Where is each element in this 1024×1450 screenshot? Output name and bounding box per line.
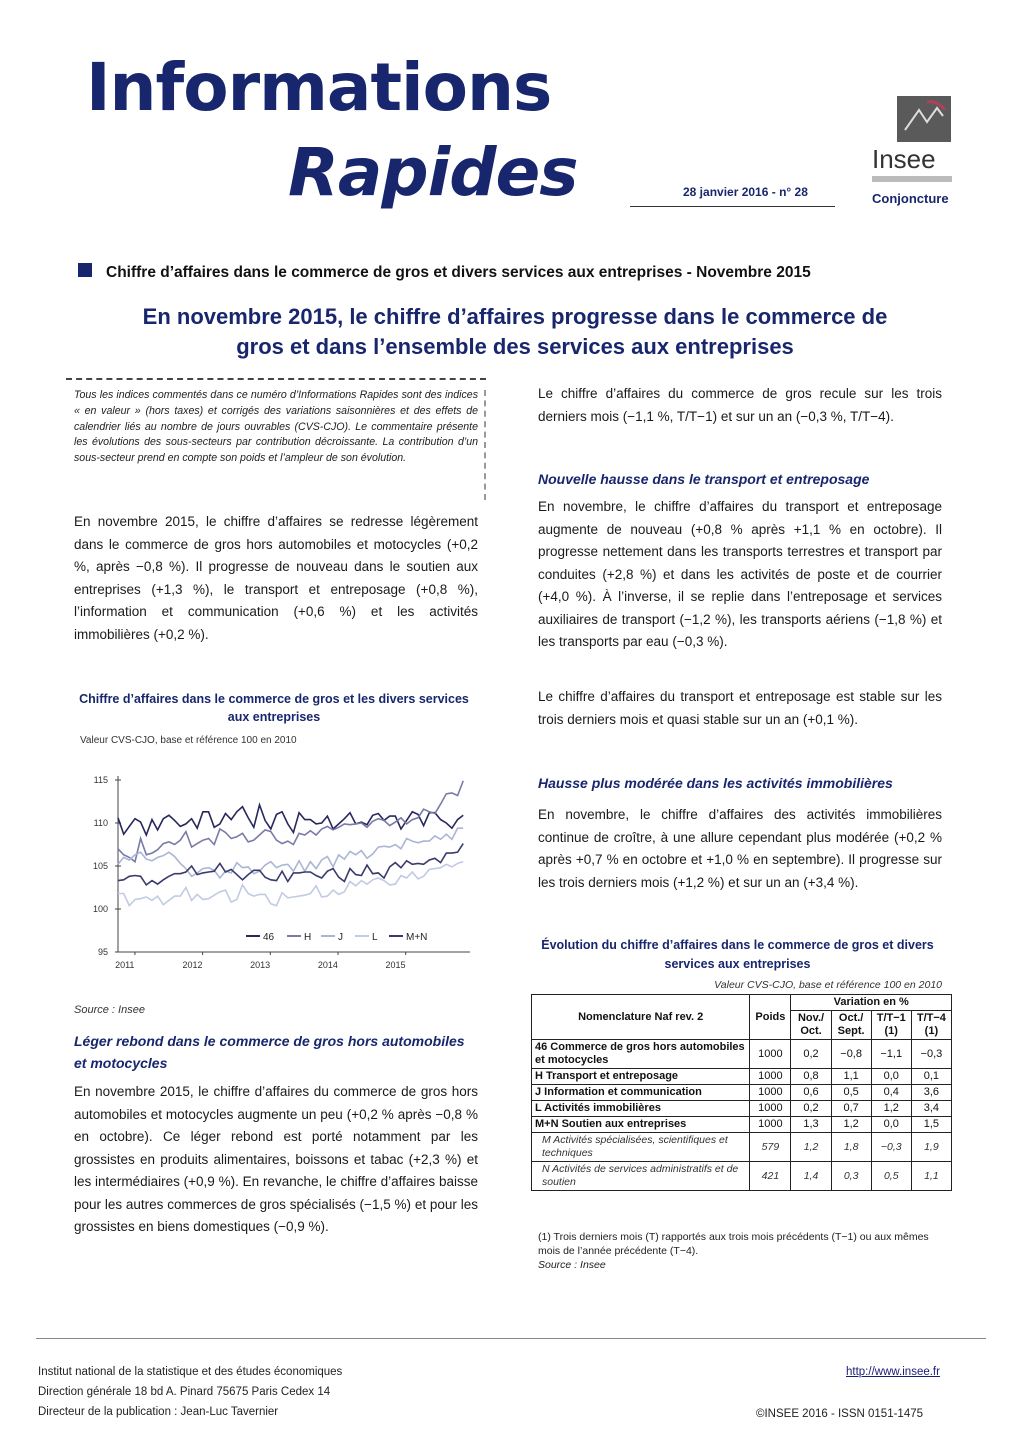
row-nov: 1,2 (791, 1133, 831, 1162)
row-label: M Activités spécialisées, scientifiques et techniques (532, 1133, 750, 1162)
row-tt4: 3,6 (911, 1085, 951, 1101)
legend-label: H (304, 932, 312, 943)
row-nov: 0,2 (791, 1040, 831, 1069)
row-tt4: 1,1 (911, 1162, 951, 1191)
table-row (532, 1117, 952, 1133)
row-label: M+N Soutien aux entreprises (532, 1117, 750, 1133)
logo-bar (872, 176, 952, 182)
table-footnote: (1) Trois derniers mois (T) rapportés aux trois mois précédents (T−1) ou aux mêmes mois de l’année précédente (T−4). (538, 1231, 929, 1257)
row-tt1: −0,3 (871, 1133, 911, 1162)
row-poids: 421 (750, 1162, 791, 1191)
y-tick-label: 100 (92, 904, 108, 914)
row-label: L Activités immobilières (532, 1101, 750, 1117)
headline-line-2: gros et dans l’ensemble des services aux entreprises (236, 334, 794, 359)
y-tick-label: 110 (93, 818, 108, 828)
row-nov: 0,2 (791, 1101, 831, 1117)
x-tick-label: 2015 (385, 960, 406, 970)
table-row (532, 1085, 952, 1101)
insee-logo-icon (897, 96, 951, 142)
table-row (532, 1040, 952, 1069)
right-section-title-2: Hausse plus modérée dans les activités immobilières (538, 775, 893, 791)
table-title: Évolution du chiffre d’affaires dans le commerce de gros et divers services aux entreprises (541, 938, 934, 971)
row-label: H Transport et entreposage (532, 1069, 750, 1085)
legend-label: L (372, 932, 378, 943)
row-tt4: 1,5 (911, 1117, 951, 1133)
masthead-title-line1: Informations (86, 49, 552, 126)
footer-director: Directeur de la publication : Jean-Luc Tavernier (38, 1406, 279, 1418)
table-row (532, 1101, 952, 1117)
masthead-rule (630, 206, 835, 207)
row-tt4: 3,4 (911, 1101, 951, 1117)
row-tt1: −1,1 (871, 1040, 911, 1069)
table-header-nov: Nov./ Oct. (791, 1011, 831, 1040)
table-note (538, 1230, 938, 1272)
bullet-square-icon (78, 263, 92, 277)
row-nov: 0,8 (791, 1069, 831, 1085)
footer-rule (36, 1338, 986, 1339)
intro-note: Tous les indices commentés dans ce numéro d’Informations Rapides sont des indices « en valeur » (hors taxes) et corrigés des variations saisonnières et des effets de calendrier liés au nombre de jours ouvrables (CVS-CJO). Le commentaire présente les évolutions des sous-secteurs par contribution décroissante. La contribution d’un sous-secteur prend en compte son poids et l’ampleur de son évolution. (74, 389, 478, 465)
chart-subtitle: Valeur CVS-CJO, base et référence 100 en 2010 (80, 735, 297, 746)
left-para-2: En novembre 2015, le chiffre d’affaires du commerce de gros hors automobiles et motocycles augmente un peu (+0,2 % après −0,8 % en octobre). Ce léger rebond est porté notamment par les grossistes en produits alimentaires, boissons et tabac (+2,3 %) et les intermédiaires (+0,9 %). En revanche, le chiffre d’affaires baisse pour les autres commerces de gros spécialisés (−1,5 %) et pour les grossistes en biens domestiques (−0,9 %). (74, 1084, 478, 1234)
table-header-variation: Variation en % (791, 995, 952, 1011)
row-nov: 1,3 (791, 1117, 831, 1133)
row-tt1: 1,2 (871, 1101, 911, 1117)
row-poids: 579 (750, 1133, 791, 1162)
logo-name: Insee (872, 144, 936, 174)
row-tt4: −0,3 (911, 1040, 951, 1069)
line-chart (78, 760, 482, 980)
footer-institution: Institut national de la statistique et des études économiques (38, 1366, 343, 1378)
supertitle: Chiffre d’affaires dans le commerce de gros et divers services aux entreprises - Novembre 2015 (106, 264, 811, 281)
y-tick-label: 105 (92, 861, 108, 871)
table-header-tt4: T/T−4 (1) (911, 1011, 951, 1040)
row-nov: 0,6 (791, 1085, 831, 1101)
footer-copyright: ©INSEE 2016 - ISSN 0151-1475 (756, 1408, 924, 1420)
right-para-4: En novembre, le chiffre d’affaires des activités immobilières continue de croître, à une allure cependant plus modérée (+0,2 % après +0,7 % en octobre et +1,0 % en septembre). Il progresse sur les trois derniers mois (+1,2 %) et sur un an (+3,4 %). (538, 807, 942, 890)
right-section-title-1: Nouvelle hausse dans le transport et entreposage (538, 471, 870, 487)
y-tick-label: 95 (97, 947, 108, 957)
table-header-tt1: T/T−1 (1) (871, 1011, 911, 1040)
left-para-1: En novembre 2015, le chiffre d’affaires se redresse légèrement dans le commerce de gros hors automobiles et motocycles (+0,2 %, après −0,8 %). Il progresse de nouveau dans le soutien aux entreprises (+1,3 %), le transport et entreposage (+0,8 %), l’information et communication (+0,6 %) et les activités immobilières (+0,2 %). (74, 514, 478, 642)
chart-source: Source : Insee (74, 1004, 145, 1016)
row-oct: 1,2 (831, 1117, 871, 1133)
logo-subtitle: Conjoncture (872, 191, 949, 206)
headline (70, 302, 960, 362)
row-poids: 1000 (750, 1040, 791, 1069)
row-poids: 1000 (750, 1117, 791, 1133)
series-line-h (118, 781, 463, 862)
row-oct: 1,1 (831, 1069, 871, 1085)
row-tt1: 0,0 (871, 1069, 911, 1085)
footer-website-link[interactable]: http://www.insee.fr (846, 1366, 940, 1378)
table-source: Source : Insee (538, 1259, 606, 1271)
right-para-3: Le chiffre d’affaires du transport et entreposage est stable sur les trois derniers mois et quasi stable sur un an (+0,1 %). (538, 689, 942, 727)
data-table (531, 994, 952, 1191)
footer-address: Direction générale 18 bd A. Pinard 75675 Paris Cedex 14 (38, 1386, 331, 1398)
legend-label: 46 (263, 932, 275, 943)
row-tt1: 0,0 (871, 1117, 911, 1133)
table-header-nomenclature: Nomenclature Naf rev. 2 (532, 995, 750, 1040)
left-section-title: Léger rebond dans le commerce de gros hors automobiles et motocycles (74, 1033, 465, 1071)
x-tick-label: 2013 (250, 960, 271, 970)
row-oct: 0,5 (831, 1085, 871, 1101)
masthead-title-line2: Rapides (288, 134, 578, 211)
row-tt4: 1,9 (911, 1133, 951, 1162)
row-tt4: 0,1 (911, 1069, 951, 1085)
row-poids: 1000 (750, 1101, 791, 1117)
y-tick-label: 115 (93, 775, 108, 785)
right-para-2: En novembre, le chiffre d’affaires du transport et entreposage augmente de nouveau (+0,8 % après +1,1 % en octobre). Il progresse nettement dans les transports terrestres et transport par conduites (+2,8 %) et dans les activités de poste et de courrier (+4,0 %). À l’inverse, il se replie dans l’entreposage et services auxiliaires de transport (−1,2 %), les transports aériens (−1,8 %) et les transports par eau (−0,3 %). (538, 499, 942, 649)
table-header-oct: Oct./ Sept. (831, 1011, 871, 1040)
series-line-j (118, 828, 463, 878)
row-tt1: 0,4 (871, 1085, 911, 1101)
row-nov: 1,4 (791, 1162, 831, 1191)
x-tick-label: 2012 (182, 960, 203, 970)
table-row (532, 1162, 952, 1191)
table-row (532, 1069, 952, 1085)
row-poids: 1000 (750, 1069, 791, 1085)
issue-date: 28 janvier 2016 - n° 28 (683, 185, 808, 199)
intro-top-border (66, 378, 486, 380)
row-label: 46 Commerce de gros hors automobiles et motocycles (532, 1040, 750, 1069)
table-header-poids: Poids (750, 995, 791, 1040)
row-oct: 0,7 (831, 1101, 871, 1117)
row-oct: −0,8 (831, 1040, 871, 1069)
table-row (532, 1133, 952, 1162)
x-tick-label: 2014 (317, 960, 338, 970)
row-label: N Activités de services administratifs et de soutien (532, 1162, 750, 1191)
row-tt1: 0,5 (871, 1162, 911, 1191)
headline-line-1: En novembre 2015, le chiffre d’affaires progresse dans le commerce de (142, 304, 888, 329)
x-tick-label: 2011 (115, 960, 135, 970)
table-subtitle: Valeur CVS-CJO, base et référence 100 en 2010 (714, 979, 942, 991)
row-label: J Information et communication (532, 1085, 750, 1101)
series-line-mplusn (118, 844, 463, 885)
legend-label: J (338, 932, 343, 943)
chart-title: Chiffre d’affaires dans le commerce de gros et les divers services aux entreprises (79, 692, 469, 724)
row-poids: 1000 (750, 1085, 791, 1101)
legend-label: M+N (406, 932, 428, 943)
intro-side-border (484, 390, 486, 500)
row-oct: 0,3 (831, 1162, 871, 1191)
row-oct: 1,8 (831, 1133, 871, 1162)
right-para-1: Le chiffre d’affaires du commerce de gros recule sur les trois derniers mois (−1,1 %, T/T−1) et sur un an (−0,3 %, T/T−4). (538, 386, 942, 424)
